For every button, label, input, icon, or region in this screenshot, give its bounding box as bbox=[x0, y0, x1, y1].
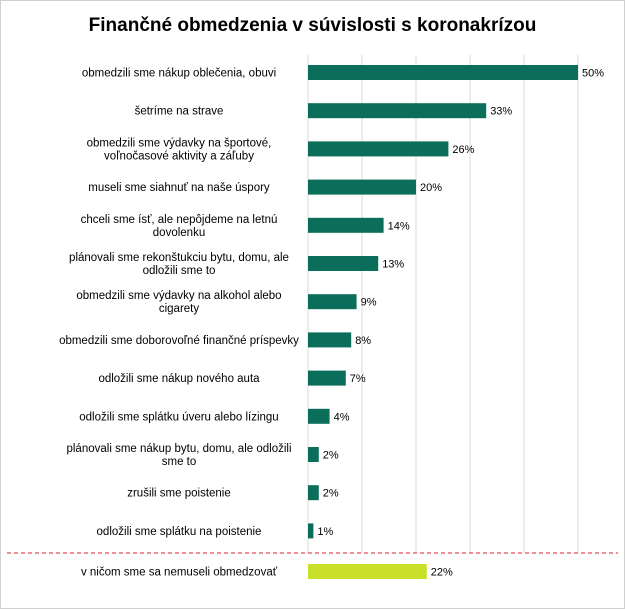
data-label: 9% bbox=[360, 296, 377, 309]
category-label: chceli sme ísť, ale nepôjdeme na letnú bbox=[80, 213, 278, 226]
category-label: dovolenku bbox=[152, 226, 206, 239]
category-label: v ničom sme sa nemuseli obmedzovať bbox=[80, 566, 278, 579]
category-label: šetríme na strave bbox=[134, 105, 224, 118]
data-label: 14% bbox=[387, 220, 410, 233]
data-label: 2% bbox=[322, 449, 339, 462]
data-label: 7% bbox=[349, 373, 366, 386]
bar bbox=[308, 564, 427, 579]
data-label: 13% bbox=[382, 258, 405, 271]
category-label: plánovali sme rekonštukciu bytu, domu, ale bbox=[69, 252, 289, 264]
bar bbox=[308, 485, 319, 500]
bar bbox=[308, 447, 319, 462]
category-label: odložili sme splátku na poistenie bbox=[96, 525, 262, 538]
category-label: cigarety bbox=[158, 303, 200, 316]
data-label: 50% bbox=[582, 67, 605, 80]
category-label: plánovali sme nákup bytu, domu, ale odložili bbox=[66, 443, 292, 455]
bar bbox=[308, 523, 313, 538]
category-label: obmedzili sme doborovoľné finančné príspevky bbox=[59, 334, 299, 347]
bar bbox=[308, 332, 351, 347]
bar bbox=[308, 294, 357, 309]
bar bbox=[308, 141, 448, 156]
category-label: odložili sme splátku úveru alebo lízingu bbox=[79, 411, 279, 424]
category-label: voľnočasové aktivity a záľuby bbox=[104, 150, 254, 163]
data-label: 20% bbox=[420, 182, 443, 195]
bar-chart bbox=[1, 1, 624, 608]
data-label: 8% bbox=[355, 334, 372, 347]
category-label: obmedzili sme výdavky na športové, bbox=[86, 137, 272, 150]
chart-title: Finančné obmedzenia v súvislosti s koronakrízou bbox=[88, 15, 537, 36]
category-label: odložili sme to bbox=[142, 265, 216, 277]
data-label: 33% bbox=[490, 105, 513, 118]
bar bbox=[308, 218, 384, 233]
category-label: zrušili sme poistenie bbox=[127, 487, 231, 500]
bar bbox=[308, 256, 378, 271]
category-label: odložili sme nákup nového auta bbox=[98, 373, 260, 386]
data-label: 22% bbox=[430, 566, 453, 579]
data-label: 26% bbox=[452, 143, 475, 156]
category-label: obmedzili sme nákup oblečenia, obuvi bbox=[81, 67, 277, 80]
bar bbox=[308, 103, 486, 118]
data-label: 2% bbox=[322, 487, 339, 500]
data-label: 1% bbox=[317, 525, 334, 538]
category-label: obmedzili sme výdavky na alkohol alebo bbox=[76, 290, 282, 303]
data-label: 4% bbox=[333, 411, 350, 424]
bar bbox=[308, 180, 416, 195]
category-label: museli sme siahnuť na naše úspory bbox=[88, 182, 270, 195]
category-label: sme to bbox=[161, 456, 197, 468]
bar bbox=[308, 65, 578, 80]
bar bbox=[308, 371, 346, 386]
bar bbox=[308, 409, 330, 424]
